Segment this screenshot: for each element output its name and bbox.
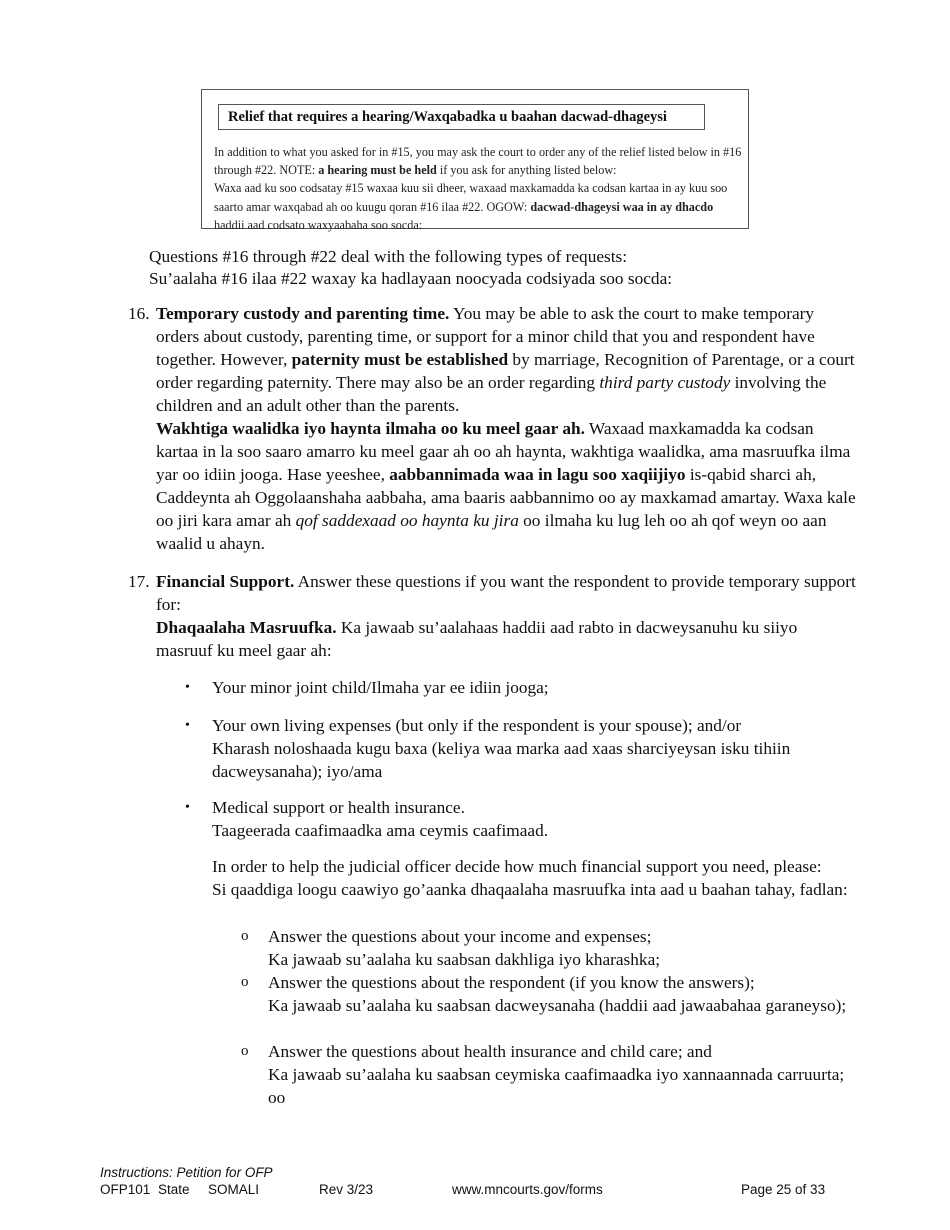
sub-bullet-icon: o xyxy=(241,974,249,990)
item-16-text-so-1: Waxaad maxkamadda ka codsan kartaa in la soo saaro amarro ku meel gaar ah oo ah haynta, wakhtiga waalidka, ama masruufka ilma yar oo idiin jooga. Hase yeeshee, xyxy=(156,419,851,484)
item-17-heading-so: Dhaqaalaha Masruufka. xyxy=(156,618,337,637)
bullet-text-so: Kharash noloshaada kugu baxa (keliya waa marka aad xaas sharciyeysan isku tihiin dacweysanaha); iyo/ama xyxy=(212,739,791,781)
sub-bullet-icon: o xyxy=(241,928,249,944)
page-footer xyxy=(100,1164,826,1197)
footer-state: State xyxy=(158,1182,190,1197)
item-16-text-en-3: involving the children and an adult other than the parents. xyxy=(156,373,827,415)
sub-item-text xyxy=(268,971,848,1017)
intro-text xyxy=(149,246,672,290)
item-17-so xyxy=(156,616,856,662)
item-16-text-so-3: oo ilmaha ku lug leh oo ah qof weyn oo aan waalid u ahayn. xyxy=(156,511,827,553)
item-17-text-en: Answer these questions if you want the respondent to provide temporary support for: xyxy=(156,572,856,614)
item-17-text-so: Ka jawaab su’aalahaas haddii aad rabto in dacweysanuhu ku siiyo masruuf ku meel gaar ah: xyxy=(156,618,798,660)
relief-box-text xyxy=(214,143,742,234)
bullet-icon: • xyxy=(185,718,190,733)
relief-box-title: Relief that requires a hearing/Waxqabadka u baahan dacwad-dhageysi xyxy=(218,104,705,130)
item-16-bold-en: paternity must be established xyxy=(291,350,509,369)
item-16-body xyxy=(156,302,856,555)
item-16-number: 16. xyxy=(128,304,150,323)
relief-text-so-2: haddii aad codsato waxyaabaha soo socda: xyxy=(214,217,423,232)
footer-revision: Rev 3/23 xyxy=(319,1182,374,1197)
footer-language: SOMALI xyxy=(208,1182,260,1197)
item-17-body xyxy=(156,570,856,662)
intro-en: Questions #16 through #22 deal with the following types of requests: xyxy=(149,247,628,266)
sub-item-en: Answer the questions about your income and expenses; xyxy=(268,927,652,946)
sub-item-text xyxy=(268,925,848,971)
relief-text-en-bold: a hearing must be held xyxy=(318,163,437,178)
item-16-text-so-2: is-qabid sharci ah, Caddeynta ah Oggolaanshaha aabbaha, ama baaris aabbannimo oo ay maxkamad amartay. Waxa kale oo jiri kara amar ah xyxy=(156,465,856,530)
bullet-text: Your minor joint child/Ilmaha yar ee idiin jooga; xyxy=(212,678,549,697)
bullet-icon: • xyxy=(185,800,190,815)
footer-form-id: OFP101 xyxy=(100,1182,151,1197)
item-16-bold-so: aabbannimada waa in lagu soo xaqiijiyo xyxy=(389,465,686,484)
bullet-text-en: Your own living expenses (but only if the respondent is your spouse); and/or xyxy=(212,716,742,735)
footer-page-number: Page 25 of 33 xyxy=(741,1182,826,1197)
sub-item-so: Ka jawaab su’aalaha ku saabsan ceymiska caafimaadka iyo xannaannada carruurta; oo xyxy=(268,1065,845,1107)
item-17-heading-en: Financial Support. xyxy=(156,572,295,591)
footer-website: www.mncourts.gov/forms xyxy=(452,1182,603,1197)
relief-text-en-2: if you ask for anything listed below: xyxy=(436,163,617,178)
sub-item-so: Ka jawaab su’aalaha ku saabsan dakhliga iyo kharashka; xyxy=(268,950,661,969)
sub-item-en: Answer the questions about health insurance and child care; and xyxy=(268,1042,712,1061)
sub-item-text xyxy=(268,1040,848,1109)
item-17-number: 17. xyxy=(128,572,150,591)
item-16-en xyxy=(156,302,856,417)
item-16-text-en-1: You may be able to ask the court to make temporary orders about custody, parenting time, or support for a minor child that you and respondent have together. However, xyxy=(156,304,815,369)
sub-item-en: Answer the questions about the respondent (if you know the answers); xyxy=(268,973,755,992)
financial-para-en: In order to help the judicial officer decide how much financial support you need, please: xyxy=(212,857,822,876)
bullet-text xyxy=(212,714,857,783)
intro-so: Su’aalaha #16 ilaa #22 waxay ka hadlayaan noocyada codsiyada soo socda: xyxy=(149,269,673,288)
financial-para-so: Si qaaddiga loogu caawiyo go’aanka dhaqaalaha masruufka inta aad u baahan tahay, fadlan: xyxy=(212,880,848,899)
item-16-text-en-2: by marriage, Recognition of Parentage, or a court order regarding paternity. There may also be an order regarding xyxy=(156,350,855,392)
relief-text-so-1: Waxa aad ku soo codsatay #15 waxaa kuu sii dheer, waxaad maxkamadda ka codsan kartaa in ay kuu soo saarto amar waxqabad ah oo kuugu qoran #16 ilaa #22. OGOW: xyxy=(214,181,728,214)
bullet-text xyxy=(212,796,857,842)
bullet-text-en: Medical support or health insurance. xyxy=(212,798,465,817)
item-16-heading-en: Temporary custody and parenting time. xyxy=(156,304,450,323)
footer-title: Instructions: Petition for OFP xyxy=(100,1165,273,1180)
sub-bullet-icon: o xyxy=(241,1043,249,1059)
item-16-italic-en: third party custody xyxy=(599,373,731,392)
relief-text-so-bold: dacwad-dhageysi waa in ay dhacdo xyxy=(530,199,714,214)
relief-text-en-1: In addition to what you asked for in #15, you may ask the court to order any of the relief listed below in #16 through #22. NOTE: xyxy=(214,145,742,178)
item-16-italic-so: qof saddexaad oo haynta ku jira xyxy=(295,511,519,530)
item-16-so xyxy=(156,417,856,555)
bullet-text-so: Taageerada caafimaadka ama ceymis caafimaad. xyxy=(212,821,549,840)
sub-item-so: Ka jawaab su’aalaha ku saabsan dacweysanaha (haddii aad jawaabahaa garaneyso); xyxy=(268,996,847,1015)
financial-support-paragraph xyxy=(212,855,862,901)
item-17-en xyxy=(156,570,856,616)
bullet-icon: • xyxy=(185,680,190,695)
item-16-heading-so: Wakhtiga waalidka iyo haynta ilmaha oo ku meel gaar ah. xyxy=(156,419,585,438)
relief-info-box xyxy=(201,89,749,232)
